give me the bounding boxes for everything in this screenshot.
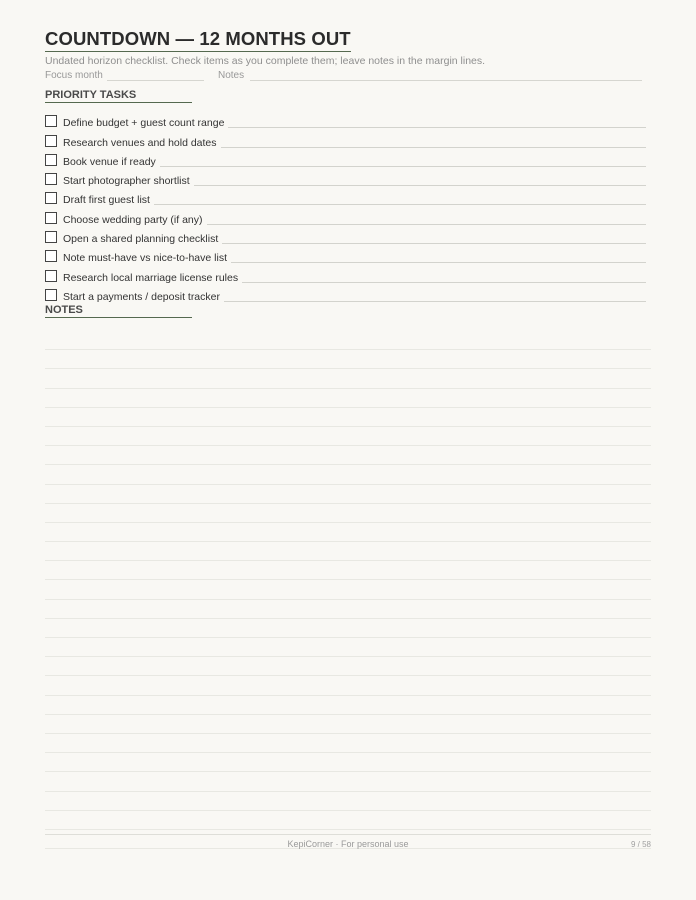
task-label: Open a shared planning checklist [63,233,219,246]
note-line[interactable] [45,753,651,772]
task-row [45,230,646,249]
notes-field[interactable] [250,80,642,81]
note-line[interactable] [45,331,651,350]
note-line[interactable] [45,638,651,657]
task-note-line[interactable] [231,262,646,263]
task-checkbox[interactable] [45,115,57,127]
note-line[interactable] [45,811,651,830]
task-row [45,172,646,191]
priority-tasks-heading: PRIORITY TASKS [45,89,192,103]
task-checkbox[interactable] [45,212,57,224]
task-note-line[interactable] [224,301,646,302]
note-line[interactable] [45,734,651,753]
notes-heading: NOTES [45,304,192,318]
note-line[interactable] [45,676,651,695]
note-line[interactable] [45,446,651,465]
page-number: 9 / 58 [630,840,651,849]
task-label: Start photographer shortlist [63,175,190,188]
task-note-line[interactable] [242,282,646,283]
note-line[interactable] [45,619,651,638]
page-subtitle: Undated horizon checklist. Check items as you complete them; leave notes in the margin lines. [45,55,486,67]
note-line[interactable] [45,523,651,542]
task-note-line[interactable] [228,127,646,128]
task-row [45,191,646,210]
note-line[interactable] [45,580,651,599]
note-line[interactable] [45,715,651,734]
task-checkbox[interactable] [45,135,57,147]
task-row [45,114,646,133]
note-line[interactable] [45,696,651,715]
notes-label: Notes [218,70,245,81]
note-line[interactable] [45,504,651,523]
task-checkbox[interactable] [45,192,57,204]
task-row [45,153,646,172]
page-title: COUNTDOWN — 12 MONTHS OUT [45,28,351,52]
note-line[interactable] [45,792,651,811]
note-line[interactable] [45,427,651,446]
note-line[interactable] [45,369,651,388]
task-checkbox[interactable] [45,154,57,166]
task-label: Research venues and hold dates [63,136,217,149]
checklist-page [45,0,651,900]
task-label: Research local marriage license rules [63,271,239,284]
note-line[interactable] [45,485,651,504]
meta-row [45,70,645,84]
footer-brand: KepiCorner · For personal use [287,839,409,849]
task-checkbox[interactable] [45,270,57,282]
task-label: Start a payments / deposit tracker [63,290,220,303]
note-line[interactable] [45,465,651,484]
task-checkbox[interactable] [45,250,57,262]
note-line[interactable] [45,350,651,369]
task-label: Choose wedding party (if any) [63,213,203,226]
notes-area[interactable] [45,331,651,849]
task-label: Draft first guest list [63,194,150,207]
task-row [45,249,646,268]
task-row [45,210,646,229]
task-row [45,133,646,152]
focus-month-field[interactable] [107,80,204,81]
task-label: Note must-have vs nice-to-have list [63,252,227,265]
note-line[interactable] [45,657,651,676]
task-note-line[interactable] [221,147,646,148]
note-line[interactable] [45,408,651,427]
note-line[interactable] [45,561,651,580]
task-checkbox[interactable] [45,289,57,301]
note-line[interactable] [45,600,651,619]
task-note-line[interactable] [222,243,646,244]
task-list [45,114,646,307]
task-note-line[interactable] [207,224,647,225]
task-note-line[interactable] [194,185,646,186]
task-checkbox[interactable] [45,173,57,185]
task-checkbox[interactable] [45,231,57,243]
task-note-line[interactable] [154,204,646,205]
footer-divider [45,834,651,835]
note-line[interactable] [45,542,651,561]
task-label: Define budget + guest count range [63,117,225,130]
task-label: Book venue if ready [63,155,156,168]
task-note-line[interactable] [160,166,646,167]
task-row [45,268,646,287]
note-line[interactable] [45,772,651,791]
focus-month-label: Focus month [45,70,103,81]
note-line[interactable] [45,389,651,408]
